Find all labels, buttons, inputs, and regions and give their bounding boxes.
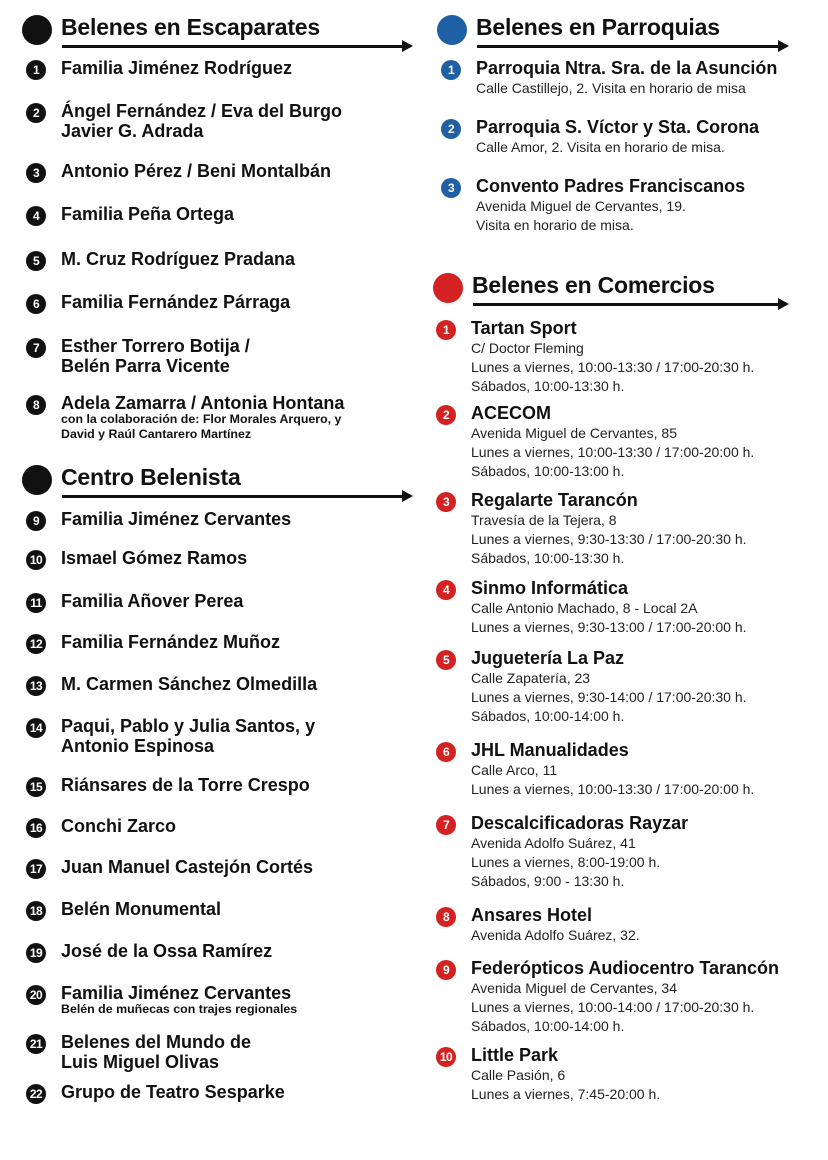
item-detail: Lunes a viernes, 9:30-13:00 / 17:00-20:00 h. — [471, 619, 747, 635]
item-detail: Sábados, 9:00 - 13:30 h. — [471, 873, 625, 889]
item-title: Familia Jiménez Cervantes — [61, 509, 292, 529]
number-badge: 11 — [26, 593, 46, 613]
item-title: Ángel Fernández / Eva del Burgo — [61, 101, 343, 121]
item-title: Tartan Sport — [471, 318, 577, 338]
number-badge: 14 — [26, 718, 46, 738]
item-subtitle: con la colaboración de: Flor Morales Arquero, y — [61, 412, 342, 426]
number-badge: 7 — [26, 338, 46, 358]
item-detail: Sábados, 10:00-14:00 h. — [471, 708, 625, 724]
item-title-line2: Javier G. Adrada — [61, 121, 204, 141]
number-badge: 5 — [436, 650, 456, 670]
item-subtitle: Belén de muñecas con trajes regionales — [61, 1002, 298, 1016]
number-badge: 1 — [441, 60, 461, 80]
item-title: Descalcificadoras Rayzar — [471, 813, 689, 833]
number-badge: 12 — [26, 634, 46, 654]
item-detail: Calle Pasión, 6 — [471, 1067, 566, 1083]
item-title: Ismael Gómez Ramos — [61, 548, 248, 568]
number-badge: 5 — [26, 251, 46, 271]
item-title: José de la Ossa Ramírez — [61, 941, 273, 961]
item-detail: Calle Amor, 2. Visita en horario de misa. — [476, 139, 725, 155]
arrow-right-icon — [402, 40, 413, 52]
number-badge: 6 — [436, 742, 456, 762]
item-detail: Avenida Adolfo Suárez, 32. — [471, 927, 640, 943]
item-detail: Travesía de la Tejera, 8 — [471, 512, 617, 528]
number-badge: 20 — [26, 985, 46, 1005]
item-title: Federópticos Audiocentro Tarancón — [471, 958, 780, 978]
item-detail: Lunes a viernes, 10:00-13:30 / 17:00-20:30 h. — [471, 359, 755, 375]
item-title-line2: Belén Parra Vicente — [61, 356, 230, 376]
number-badge: 3 — [436, 492, 456, 512]
item-title: Familia Peña Ortega — [61, 204, 235, 224]
section-underline — [477, 45, 780, 48]
number-badge: 2 — [441, 119, 461, 139]
item-title: Regalarte Tarancón — [471, 490, 638, 510]
item-detail: Lunes a viernes, 10:00-13:30 / 17:00-20:00 h. — [471, 444, 755, 460]
item-title: Familia Jiménez Rodríguez — [61, 58, 293, 78]
item-title: Ansares Hotel — [471, 905, 593, 925]
number-badge: 3 — [26, 163, 46, 183]
section-dot-icon — [22, 15, 52, 45]
number-badge: 6 — [26, 294, 46, 314]
number-badge: 22 — [26, 1084, 46, 1104]
item-title: Convento Padres Franciscanos — [476, 176, 746, 196]
number-badge: 10 — [26, 550, 46, 570]
item-title-line2: Antonio Espinosa — [61, 736, 214, 756]
item-title: Antonio Pérez / Beni Montalbán — [61, 161, 332, 181]
item-detail: Calle Castillejo, 2. Visita en horario de misa — [476, 80, 746, 96]
section-underline — [62, 495, 402, 498]
section-dot-icon — [433, 273, 463, 303]
item-detail: Avenida Miguel de Cervantes, 34 — [471, 980, 677, 996]
section-underline — [473, 303, 780, 306]
number-badge: 4 — [26, 206, 46, 226]
item-detail: Sábados, 10:00-14:00 h. — [471, 1018, 625, 1034]
item-detail: Calle Antonio Machado, 8 - Local 2A — [471, 600, 698, 616]
number-badge: 9 — [436, 960, 456, 980]
item-detail: Sábados, 10:00-13:00 h. — [471, 463, 625, 479]
item-detail: C/ Doctor Fleming — [471, 340, 584, 356]
number-badge: 15 — [26, 777, 46, 797]
item-title: Juguetería La Paz — [471, 648, 625, 668]
section-title: Belenes en Escaparates — [61, 14, 320, 40]
item-subtitle: David y Raúl Cantarero Martínez — [61, 427, 252, 441]
item-detail: Avenida Miguel de Cervantes, 85 — [471, 425, 677, 441]
item-title: Little Park — [471, 1045, 559, 1065]
item-detail: Calle Arco, 11 — [471, 762, 558, 778]
item-detail: Calle Zapatería, 23 — [471, 670, 591, 686]
item-title: Sinmo Informática — [471, 578, 629, 598]
item-title: JHL Manualidades — [471, 740, 629, 760]
item-title: Paqui, Pablo y Julia Santos, y — [61, 716, 316, 736]
item-title-line2: Luis Miguel Olivas — [61, 1052, 220, 1072]
section-dot-icon — [22, 465, 52, 495]
section-title: Belenes en Comercios — [472, 272, 715, 298]
item-title: Familia Fernández Párraga — [61, 292, 291, 312]
item-detail: Avenida Miguel de Cervantes, 19. — [476, 198, 686, 214]
item-title: Adela Zamarra / Antonia Hontana — [61, 393, 345, 413]
item-title: Conchi Zarco — [61, 816, 177, 836]
arrow-right-icon — [778, 40, 789, 52]
number-badge: 1 — [26, 60, 46, 80]
item-title: ACECOM — [471, 403, 551, 423]
item-title: Grupo de Teatro Sesparke — [61, 1082, 285, 1102]
number-badge: 13 — [26, 676, 46, 696]
item-detail: Lunes a viernes, 10:00-13:30 / 17:00-20:00 h. — [471, 781, 755, 797]
number-badge: 21 — [26, 1034, 46, 1054]
number-badge: 8 — [26, 395, 46, 415]
item-title: Parroquia Ntra. Sra. de la Asunción — [476, 58, 778, 78]
number-badge: 2 — [26, 103, 46, 123]
item-title: Juan Manuel Castejón Cortés — [61, 857, 314, 877]
item-title: M. Cruz Rodríguez Pradana — [61, 249, 296, 269]
item-detail: Lunes a viernes, 10:00-14:00 / 17:00-20:30 h. — [471, 999, 755, 1015]
item-title: Esther Torrero Botija / — [61, 336, 250, 356]
item-title: Familia Jiménez Cervantes — [61, 983, 292, 1003]
item-detail: Lunes a viernes, 8:00-19:00 h. — [471, 854, 661, 870]
item-title: Belén Monumental — [61, 899, 222, 919]
number-badge: 4 — [436, 580, 456, 600]
number-badge: 8 — [436, 907, 456, 927]
section-underline — [62, 45, 402, 48]
item-detail: Avenida Adolfo Suárez, 41 — [471, 835, 636, 851]
item-detail: Visita en horario de misa. — [476, 217, 634, 233]
number-badge: 2 — [436, 405, 456, 425]
number-badge: 18 — [26, 901, 46, 921]
item-title: Riánsares de la Torre Crespo — [61, 775, 310, 795]
item-detail: Sábados, 10:00-13:30 h. — [471, 378, 625, 394]
item-detail: Sábados, 10:00-13:30 h. — [471, 550, 625, 566]
number-badge: 10 — [436, 1047, 456, 1067]
section-title: Belenes en Parroquias — [476, 14, 720, 40]
arrow-right-icon — [778, 298, 789, 310]
item-detail: Lunes a viernes, 9:30-13:30 / 17:00-20:30 h. — [471, 531, 747, 547]
number-badge: 19 — [26, 943, 46, 963]
item-title: Belenes del Mundo de — [61, 1032, 252, 1052]
item-detail: Lunes a viernes, 7:45-20:00 h. — [471, 1086, 661, 1102]
item-detail: Lunes a viernes, 9:30-14:00 / 17:00-20:30 h. — [471, 689, 747, 705]
number-badge: 7 — [436, 815, 456, 835]
item-title: Familia Añover Perea — [61, 591, 244, 611]
arrow-right-icon — [402, 490, 413, 502]
number-badge: 17 — [26, 859, 46, 879]
number-badge: 9 — [26, 511, 46, 531]
number-badge: 16 — [26, 818, 46, 838]
item-title: M. Carmen Sánchez Olmedilla — [61, 674, 318, 694]
section-title: Centro Belenista — [61, 464, 241, 490]
number-badge: 3 — [441, 178, 461, 198]
item-title: Parroquia S. Víctor y Sta. Corona — [476, 117, 760, 137]
section-dot-icon — [437, 15, 467, 45]
item-title: Familia Fernández Muñoz — [61, 632, 281, 652]
number-badge: 1 — [436, 320, 456, 340]
